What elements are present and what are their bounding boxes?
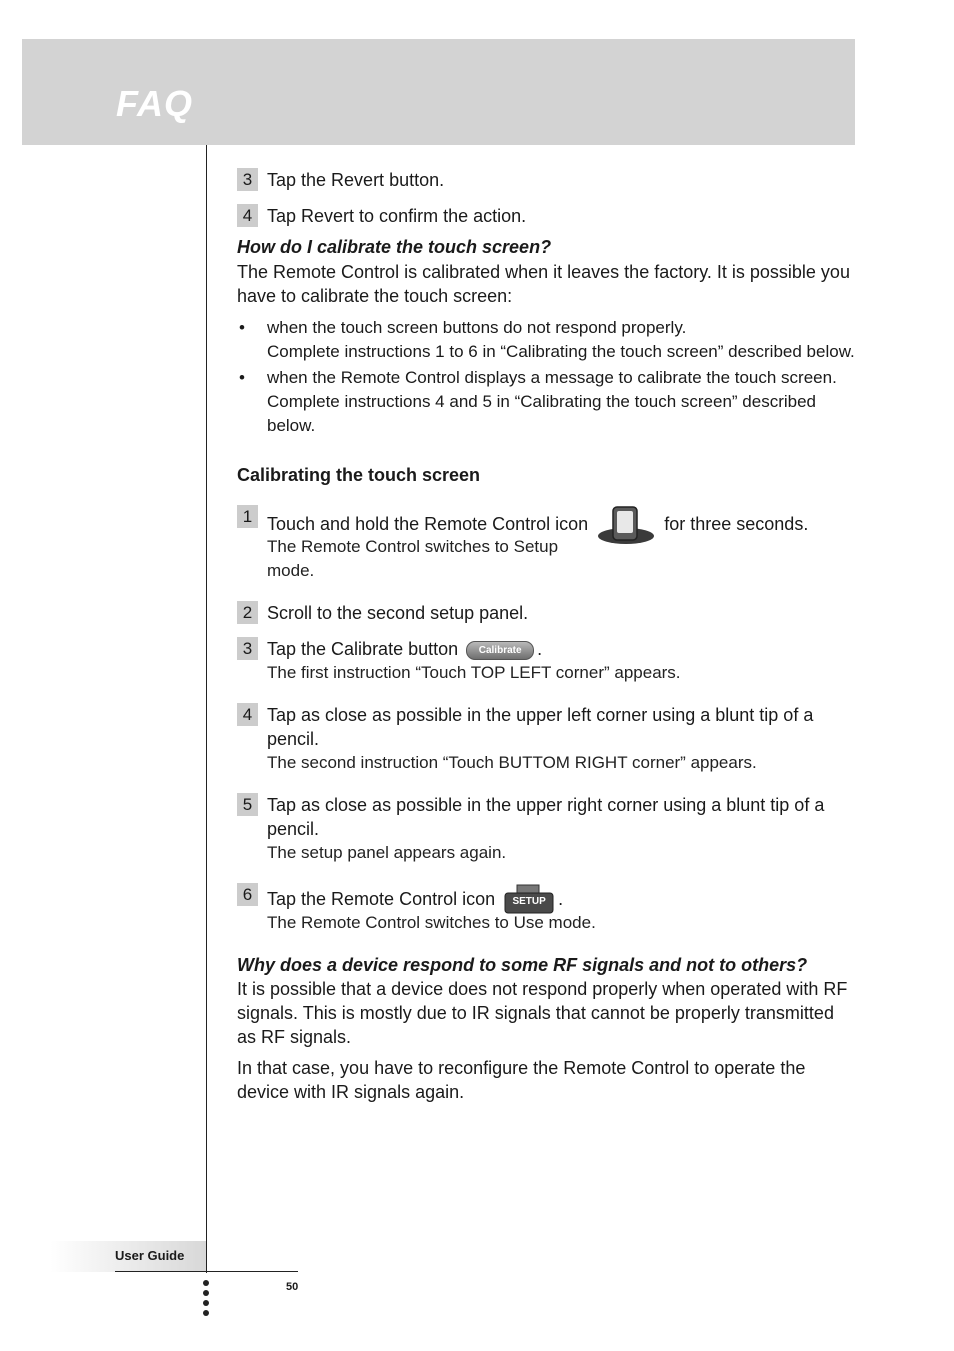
step-subtext: The setup panel appears again. [267, 843, 507, 862]
step-text: Tap the Remote Control icon [267, 888, 496, 909]
step-number: 1 [237, 505, 258, 528]
step-text: Touch and hold the Remote Control icon [267, 513, 589, 534]
cal-step-4 [237, 703, 857, 775]
step-number: 6 [237, 883, 258, 906]
cal-step-5 [237, 793, 857, 865]
step-text: Tap as close as possible in the upper right corner using a blunt tip of a pencil. [267, 795, 825, 839]
main-content [237, 168, 857, 1104]
cal-step-6 [237, 883, 857, 935]
margin-rule [206, 145, 207, 1273]
step-number: 5 [237, 793, 258, 816]
step-punct: . [537, 639, 543, 659]
step-text: Tap the Calibrate button [267, 639, 459, 659]
dot [203, 1280, 209, 1286]
question-calibrate: How do I calibrate the touch screen? [237, 237, 552, 257]
paragraph-rf-1: It is possible that a device does not respond properly when operated with RF signals. This is mostly due to IR signals that cannot be properly transmitted as RF signals. [237, 979, 848, 1047]
bullet-item [237, 366, 857, 438]
footer-label: User Guide [115, 1248, 185, 1263]
cal-step-2 [237, 601, 857, 625]
step-3-revert [237, 168, 857, 192]
page-header [22, 39, 855, 145]
dot [203, 1310, 209, 1316]
bullet-line: Complete instructions 1 to 6 in “Calibrating the touch screen” described below. [267, 342, 855, 361]
bullet-line: when the Remote Control displays a message to calibrate the touch screen. [267, 368, 837, 387]
step-text: Tap Revert to confirm the action. [267, 206, 527, 226]
step-number: 3 [237, 637, 258, 660]
section-heading: Calibrating the touch screen [237, 465, 481, 485]
step-text: for three seconds. [664, 513, 809, 534]
setup-icon-label: SETUP [512, 896, 546, 907]
step-number: 2 [237, 601, 258, 624]
setup-icon [503, 883, 555, 917]
step-4-confirm [237, 204, 857, 228]
paragraph-rf-2: In that case, you have to reconfigure the Remote Control to operate the device with IR signals again. [237, 1058, 806, 1102]
step-number: 4 [237, 204, 258, 227]
step-text: Tap the Revert button. [267, 170, 445, 190]
step-number: 4 [237, 703, 258, 726]
question-rf-signals: Why does a device respond to some RF signals and not to others? [237, 955, 808, 975]
dot [203, 1300, 209, 1306]
cal-step-3 [237, 637, 857, 685]
bullet-item [237, 316, 857, 364]
bullet-line: Complete instructions 4 and 5 in “Calibrating the touch screen” described below. [267, 392, 817, 435]
bullet-dot: • [239, 368, 245, 387]
bullet-line: when the touch screen buttons do not respond properly. [267, 318, 687, 337]
step-subtext: The Remote Control switches to Use mode. [267, 913, 596, 932]
paragraph-calibrate-intro: The Remote Control is calibrated when it leaves the factory. It is possible you have to calibrate the touch screen: [237, 262, 850, 306]
step-text: Tap as close as possible in the upper left corner using a blunt tip of a pencil. [267, 705, 814, 749]
step-subtext: The first instruction “Touch TOP LEFT corner” appears. [267, 663, 681, 682]
dot [203, 1290, 209, 1296]
cal-step-1 [237, 505, 857, 583]
page-title: FAQ [116, 83, 194, 124]
step-text: Scroll to the second setup panel. [267, 603, 529, 623]
bullet-dot: • [239, 318, 245, 337]
remote-control-icon [597, 505, 655, 545]
step-subtext: The Remote Control switches to Setup mode. [267, 537, 559, 580]
page-number: 50 [286, 1281, 299, 1293]
step-punct: . [558, 888, 564, 909]
calibrate-button-icon: Calibrate [466, 641, 534, 660]
step-number: 3 [237, 168, 258, 191]
step-subtext: The second instruction “Touch BUTTOM RIGHT corner” appears. [267, 753, 757, 772]
footer-rule [115, 1271, 298, 1272]
